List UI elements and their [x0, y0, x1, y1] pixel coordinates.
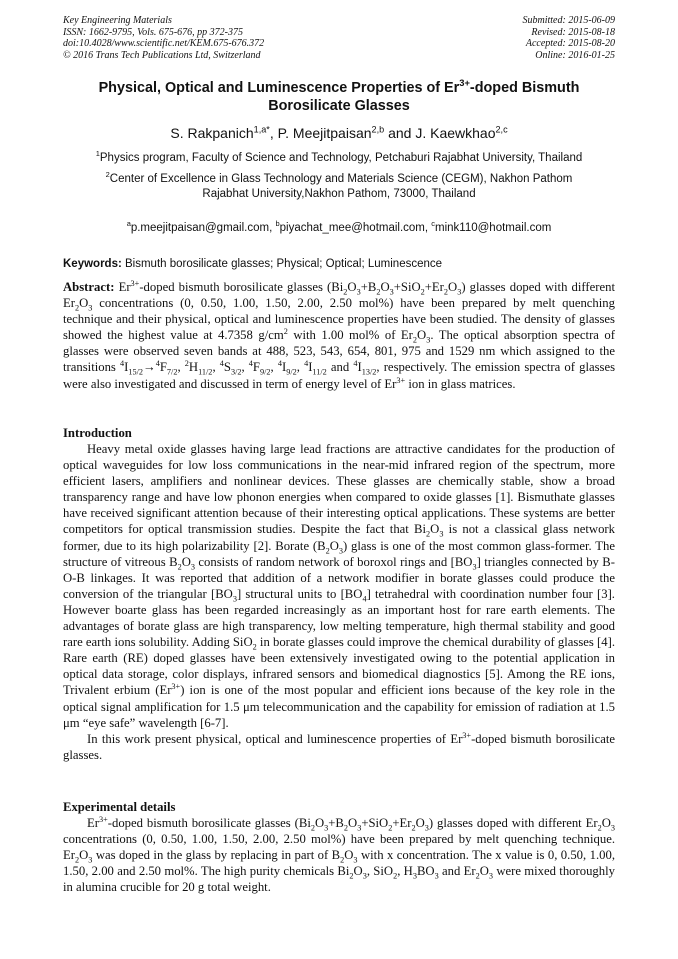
abstract-label: Abstract: — [63, 280, 115, 294]
text: ) ion is one of the most popular and efficient ions because of the key role in the optical signal amplification for 1.5 μm telecommunication and the capability for emission of radiation at 1.5 μm “eye safe” wavelength [6-7]. — [63, 683, 615, 730]
author-list — [40, 124, 638, 142]
author-name: S. Rakpanich — [170, 125, 254, 141]
text: , — [270, 360, 278, 375]
text: F — [159, 360, 167, 375]
text: Er — [114, 280, 131, 294]
sub: 2 — [388, 823, 393, 833]
sup: 4 — [155, 359, 160, 369]
affiliation-1 — [55, 151, 623, 166]
experimental-body — [63, 815, 615, 895]
sup: 4 — [353, 359, 358, 369]
text: In this work present physical, optical and luminescence properties of Er — [87, 731, 463, 746]
affil-text: Center of Excellence in Glass Technology and Materials Science (CEGM), Nakhon Pathom — [109, 173, 573, 185]
sub: 3 — [412, 871, 417, 881]
text: with x concentration. The x value is 0, 0.50, 1.00, 1.50, 2.00 and 2.50 mol%. The high purity chemicals Bi — [63, 848, 615, 879]
text: , — [212, 360, 220, 375]
email-text: piyachat_mee@hotmail.com, — [279, 222, 432, 234]
text: -doped bismuth borosilicate glasses (Bi — [139, 280, 344, 294]
sub: 13/2 — [361, 368, 377, 377]
experimental-paragraph — [63, 815, 615, 895]
sub: 3 — [426, 335, 431, 345]
sup: 4 — [219, 359, 224, 369]
copyright: © 2016 Trans Tech Publications Ltd, Switzerland — [63, 49, 261, 61]
sub: 3 — [389, 287, 394, 297]
sub: 11/2 — [198, 368, 213, 377]
sup: 3+ — [171, 682, 181, 692]
sub: 7/2 — [166, 368, 178, 377]
text: I — [281, 360, 287, 375]
text: and Er — [438, 864, 476, 879]
text: Er — [87, 816, 99, 830]
sub: 11/2 — [312, 368, 327, 377]
email-sup: b — [275, 219, 280, 229]
sup: 3+ — [462, 730, 472, 740]
text: , — [177, 360, 185, 375]
sup: 3+ — [98, 814, 108, 824]
author-emails — [55, 221, 623, 236]
text: is not a classical glass network former, due to its high polarizability [2]. Borate (B — [63, 522, 615, 553]
introduction-heading: Introduction — [63, 426, 132, 440]
text: O — [448, 280, 458, 294]
sub: 2 — [412, 335, 418, 345]
text: , — [241, 360, 249, 375]
sup: 2 — [184, 359, 189, 369]
email-text: mink110@hotmail.com — [435, 222, 552, 234]
submitted-date: Submitted: 2015-06-09 — [522, 15, 615, 26]
sub: 15/2 — [128, 368, 144, 377]
sub: 2 — [411, 823, 416, 833]
text: H — [188, 360, 199, 375]
intro-paragraph-1 — [63, 441, 615, 731]
text: ) glasses doped with different Er — [63, 280, 615, 311]
text: ] triangles connected by B-O-B linkages. It was reported that addition of a network modifier in borate glasses could produce the conversion of the triangular [BO — [63, 554, 615, 601]
text: were mixed thoroughly in alumina crucible for 20 g total weight. — [63, 864, 615, 895]
email-sup: a — [126, 219, 131, 229]
header-right — [523, 15, 616, 61]
sub: 2 — [420, 287, 425, 297]
keywords-label: Keywords: — [63, 258, 122, 270]
sup: 4 — [277, 359, 282, 369]
accepted-date: Accepted: 2015-08-20 — [525, 38, 615, 49]
text: was doped in the glass by replacing in part of B — [92, 848, 341, 863]
sub: 2 — [340, 855, 345, 865]
text: consists of random network of boroxol rings and [BO — [195, 554, 473, 569]
affil-sup: 2 — [105, 170, 110, 180]
text: ) glasses doped with different Er — [428, 816, 598, 830]
text: O — [430, 522, 440, 537]
sub: 2 — [475, 871, 480, 881]
author-affil-sup: 2,b — [371, 124, 385, 135]
sup: 3+ — [396, 375, 406, 385]
sub: 2 — [426, 530, 431, 539]
sub: 3 — [232, 594, 237, 604]
issn: ISSN: 1662-9795, Vols. 675-676, pp 372-375 — [63, 26, 243, 38]
sub: 3 — [353, 855, 358, 865]
sup: 4 — [120, 359, 125, 369]
text: O — [181, 554, 191, 569]
text: O — [417, 328, 427, 343]
text: concentrations (0, 0.50, 1.00, 1.50, 2.00, 2.50 mol%) have been prepared by melt quenching technique and their physical, optical and luminescence properties have been studied. The density of glasses showed the highest value at 4.7358 g/cm — [63, 296, 615, 343]
online-date: Online: 2016-01-25 — [535, 49, 615, 61]
text: +B — [360, 280, 377, 294]
sub: 2 — [310, 823, 315, 833]
text: +Er — [392, 816, 412, 830]
sub: 3/2 — [230, 368, 242, 377]
text: with 1.00 mol% of Er — [287, 328, 413, 343]
abstract-paragraph — [63, 279, 615, 392]
text: F — [252, 360, 260, 375]
title-sup: 3+ — [459, 78, 470, 89]
text: ] structural units to [BO — [236, 586, 363, 601]
experimental-heading: Experimental details — [63, 800, 176, 814]
text: . The optical absorption spectra of glasses were observed seven bands at 488, 523, 543, 654, 801, 975 and 1529 nm which assigned to the transitions — [63, 328, 615, 375]
sub: 2 — [74, 855, 80, 865]
text: O — [79, 848, 89, 863]
sub: 3 — [88, 303, 93, 313]
author-affil-sup: 2,c — [495, 124, 508, 135]
sub: 9/2 — [259, 368, 271, 377]
text: , H — [397, 864, 413, 879]
text: O — [601, 816, 611, 830]
sub: 2 — [252, 642, 257, 652]
sub: 2 — [376, 287, 381, 297]
text: O — [344, 848, 354, 863]
sub: 3 — [434, 871, 439, 881]
sub: 2 — [325, 546, 330, 556]
text: , — [296, 360, 305, 375]
sup: 2 — [283, 327, 288, 337]
introduction-body — [63, 441, 615, 763]
text: in borate glasses could improve the chemical durability of glasses [4]. Rare earth (RE) doped glasses have been extensively investigated owing to the potential application in optical data storage, color displays, infrared sensors and biomedical diagnostics [5]. Among the RE ions, Trivalent erbium (Er — [63, 635, 615, 698]
author-affil-sup: 1,a* — [253, 124, 270, 135]
sub: 3 — [88, 855, 93, 865]
sub: 3 — [190, 562, 195, 572]
author-name: and J. Kaewkhao — [384, 125, 496, 141]
text: +B — [328, 816, 344, 830]
title-part: -doped Bismuth — [469, 80, 580, 96]
text: I — [308, 360, 313, 375]
text: ) glass is one of the most common glass-former. The structure of vitreous B — [63, 538, 615, 569]
sup: 3+ — [130, 278, 140, 288]
text: Heavy metal oxide glasses having large lead fractions are attractive candidates for the production of optical waveguides for low loss communications in the near-mid infrared region of the spectrum, more efficient lasers, amplifiers and nonlinear devices. These glasses are chemically stable, show a broad transparency range and have low phonon energies when compared to oxide glasses [1]. Bismuthate glasses have received significant attention because of their interesting optical applications. These systems are better competitors for optical transmission studies. Despite the fact that Bi — [63, 442, 615, 537]
text: ] tetrahedral with coordination number four [3]. However boarte glass has been regarded increasingly as an important host for rare earth elements. The advantages of borate glass are high transparency, low melting temperature, high thermal stability and good rare earth ions solubility. Adding SiO — [63, 586, 615, 650]
sub: 3 — [362, 871, 367, 881]
text: O — [79, 296, 89, 311]
sub: 3 — [472, 562, 477, 572]
text: O — [329, 538, 339, 553]
text: O — [348, 816, 358, 830]
affil-sup: 1 — [95, 149, 100, 159]
intro-paragraph-2 — [63, 731, 615, 763]
text: O — [415, 816, 425, 830]
sub: 3 — [324, 823, 329, 833]
text: +SiO — [361, 816, 389, 830]
sub: 2 — [443, 287, 449, 297]
affiliation-2 — [55, 172, 623, 202]
text: BO — [416, 864, 435, 879]
text: → — [143, 360, 156, 375]
doi: doi:10.4028/www.scientific.net/KEM.675-676.372 — [63, 38, 265, 49]
sub: 2 — [343, 287, 348, 297]
title-part: Physical, Optical and Luminescence Properties of Er — [98, 80, 460, 96]
affil-text: Rajabhat University,Nakhon Pathom, 73000, Thailand — [202, 188, 476, 200]
author-name: , P. Meejitpaisan — [269, 125, 372, 141]
text: -doped bismuth borosilicate glasses. — [63, 731, 615, 762]
sub: 2 — [177, 562, 182, 572]
text: +Er — [424, 280, 444, 294]
sub: 3 — [357, 823, 362, 833]
sub: 3 — [488, 871, 494, 881]
journal-name: Key Engineering Materials — [63, 15, 172, 26]
text: -doped bismuth borosilicate glasses (Bi — [107, 816, 311, 830]
sub: 2 — [74, 303, 80, 313]
text: O — [347, 280, 357, 294]
header-left — [63, 15, 264, 61]
text: O — [380, 280, 390, 294]
text: , respectively. The emission spectra of glasses were also investigated and discussed in term of energy level of Er — [63, 360, 616, 391]
revised-date: Revised: 2015-08-18 — [531, 26, 615, 38]
text: +SiO — [393, 280, 421, 294]
abstract — [63, 279, 615, 392]
text: O — [479, 864, 489, 879]
sub: 3 — [610, 823, 615, 833]
keywords-text: Bismuth borosilicate glasses; Physical; Optical; Luminescence — [121, 258, 443, 270]
paper-title — [55, 79, 623, 115]
sub: 9/2 — [286, 368, 297, 377]
email-sup: c — [431, 219, 436, 229]
title-line2: Borosilicate Glasses — [268, 98, 410, 114]
text: I — [357, 360, 362, 375]
keywords — [63, 257, 615, 272]
sub: 4 — [362, 594, 367, 604]
text: S — [223, 360, 231, 375]
email-text: p.meejitpaisan@gmail.com, — [130, 222, 276, 234]
text: O — [353, 864, 363, 879]
sub: 3 — [457, 287, 462, 297]
sub: 2 — [349, 871, 354, 881]
sub: 3 — [439, 530, 444, 539]
text: and — [326, 360, 354, 375]
sup: 4 — [248, 359, 253, 369]
sub: 3 — [424, 823, 429, 833]
text: ion in glass matrices. — [405, 376, 516, 391]
text: O — [314, 816, 325, 830]
text: , SiO — [366, 864, 394, 879]
sub: 2 — [393, 871, 398, 881]
sub: 3 — [338, 546, 344, 556]
text: concentrations (0, 0.50, 1.00, 1.50, 2.00, 2.50 mol%) have been prepared by melt quenching technique. Er — [63, 832, 615, 863]
sub: 2 — [597, 823, 602, 833]
sub: 2 — [343, 823, 349, 833]
affil-text: Physics program, Faculty of Science and Technology, Petchaburi Rajabhat University, Thailand — [99, 152, 583, 164]
sub: 3 — [356, 287, 361, 297]
sup: 4 — [304, 359, 309, 369]
text: I — [124, 360, 129, 375]
